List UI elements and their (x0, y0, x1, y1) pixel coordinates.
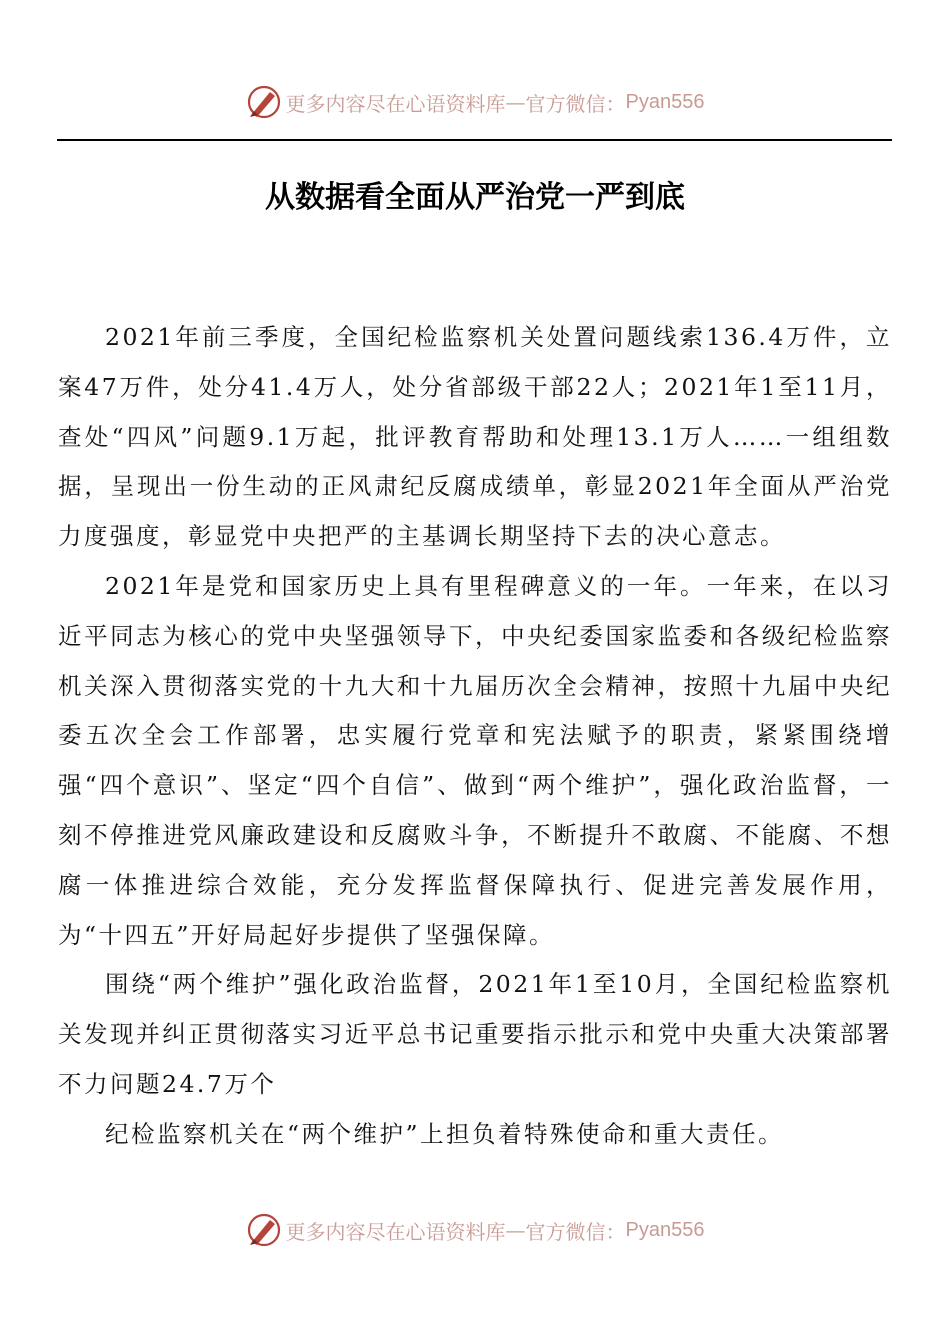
pen-logo-icon (246, 84, 282, 120)
paragraph-4: 纪检监察机关在“两个维护”上担负着特殊使命和重大责任。 (105, 1119, 785, 1148)
banner-wechat-id: Pyan556 (625, 90, 705, 113)
paragraph-1: 2021年前三季度，全国纪检监察机关处置问题线索136.4万件，立案47万件，处分41.4万人，处分省部级干部22人；2021年1至11月，查处“四风”问题9.1万起，批评教育帮助和处理13.1万人……一组组数据，呈现出一份生动的正风肃纪反腐成绩单，彰显2021年全面从严治党力度强度，彰显党中央把严的主基调长期坚持下去的决心意志。 (58, 323, 892, 551)
banner-separator: — (505, 1218, 526, 1242)
article-body (58, 313, 892, 1160)
banner-main-text: 更多内容尽在心语资料库 (285, 1219, 506, 1244)
banner-main-text: 更多内容尽在心语资料库 (285, 91, 506, 116)
page-title: 从数据看全面从严治党一严到底 (265, 180, 685, 215)
pen-logo-icon (246, 1212, 282, 1248)
banner-official-label: 官方微信： (525, 91, 626, 116)
header-divider (57, 139, 892, 141)
paragraph-3: 围绕“两个维护”强化政治监督，2021年1至10月，全国纪检监察机关发现并纠正贯彻落实习近平总书记重要指示批示和党中央重大决策部署不力问题24.7万个 (58, 970, 892, 1098)
header-banner (0, 82, 950, 122)
paragraph-2: 2021年是党和国家历史上具有里程碑意义的一年。一年来，在以习近平同志为核心的党中央坚强领导下，中央纪委国家监委和各级纪检监察机关深入贯彻落实党的十九大和十九届历次全会精神，按照十九届中央纪委五次全会工作部署，忠实履行党章和宪法赋予的职责，紧紧围绕增强“四个意识”、坚定“四个自信”、做到“两个维护”，强化政治监督，一刻不停推进党风廉政建设和反腐败斗争，不断提升不敢腐、不能腐、不想腐一体推进综合效能，充分发挥监督保障执行、促进完善发展作用，为“十四五”开好局起好步提供了坚强保障。 (58, 571, 892, 949)
banner-separator: — (505, 90, 526, 114)
banner-official-label: 官方微信： (525, 1219, 626, 1244)
banner-wechat-id: Pyan556 (625, 1218, 705, 1241)
footer-banner (0, 1210, 950, 1250)
